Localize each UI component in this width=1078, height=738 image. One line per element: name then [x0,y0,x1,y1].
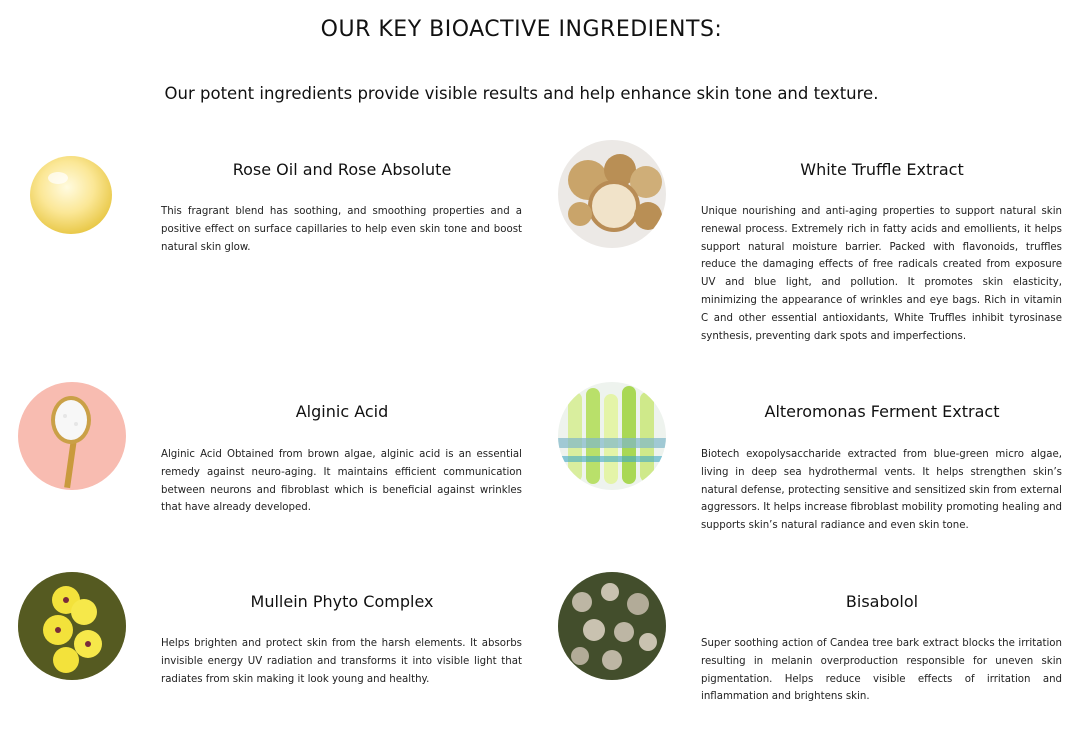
ingredient-card-bisabolol [558,572,1078,712]
ingredient-title: Bisabolol [845,592,919,611]
ingredient-card-alginic-acid [18,382,538,522]
ingredient-card-mullein [18,572,538,692]
oil-drop-image [18,140,126,248]
spoon-of-salt-image [18,382,126,490]
ingredient-description: This fragrant blend has soothing, and smoothing properties and a positive effect on surface capillaries to help even skin tone and boost natural skin glow. [161,206,522,253]
page-subtitle: Our potent ingredients provide visible results and help enhance skin tone and texture. [164,84,879,103]
ingredient-description: Biotech exopolysaccharide extracted from blue-green micro algae, living in deep sea hydrothermal vents. It helps strengthen skin’s natural defense, protecting sensitive and sensitized skin from external aggressors. It helps increase fibroblast mobility promoting healing and supports skin’s natural radiance and even skin tone. [701,449,1062,532]
truffles-image [558,140,666,248]
ingredient-card-white-truffle [558,140,1078,350]
page-title: OUR KEY BIOACTIVE INGREDIENTS: [320,17,723,42]
ingredient-description: Unique nourishing and anti-aging properties to support natural skin renewal process. Extremely rich in fatty acids and emollients, it helps support natural moisture barrier. Packed with flavonoids, truffles reduce the damaging effects of free radicals created from exposure UV and blue light, and pollution. It promotes skin elasticity, minimizing the appearance of wrinkles and eye bags. Rich in vitamin C and other essential antioxidants, White Truffles inhibit tyrosinase synthesis, preventing dark spots and imperfections. [701,206,1062,342]
ingredient-title: Rose Oil and Rose Absolute [232,160,452,179]
ingredient-title: Alteromonas Ferment Extract [764,402,1000,421]
ingredient-card-rose-oil [18,140,538,270]
ingredient-description: Helps brighten and protect skin from the harsh elements. It absorbs invisible energy UV radiation and transforms it into visible light that radiates from skin making it look young and healthy. [161,638,522,685]
ingredient-card-alteromonas [558,382,1078,542]
yellow-flowers-image [18,572,126,680]
ingredient-description: Super soothing action of Candea tree bark extract blocks the irritation resulting in melanin overproduction responsible for uneven skin pigmentation. Helps reduce visible effects of irritation and inflammation and brightens skin. [701,638,1062,703]
ingredient-title: White Truffle Extract [800,160,964,179]
test-tubes-image [558,382,666,490]
ingredient-title: Alginic Acid [295,402,389,421]
ingredient-description: Alginic Acid Obtained from brown algae, alginic acid is an essential remedy against neuro-aging. It maintains efficient communication between neurons and fibroblast which is beneficial against wrinkles that have already developed. [161,449,522,514]
candeia-tree-image [558,572,666,680]
ingredient-title: Mullein Phyto Complex [250,592,434,611]
